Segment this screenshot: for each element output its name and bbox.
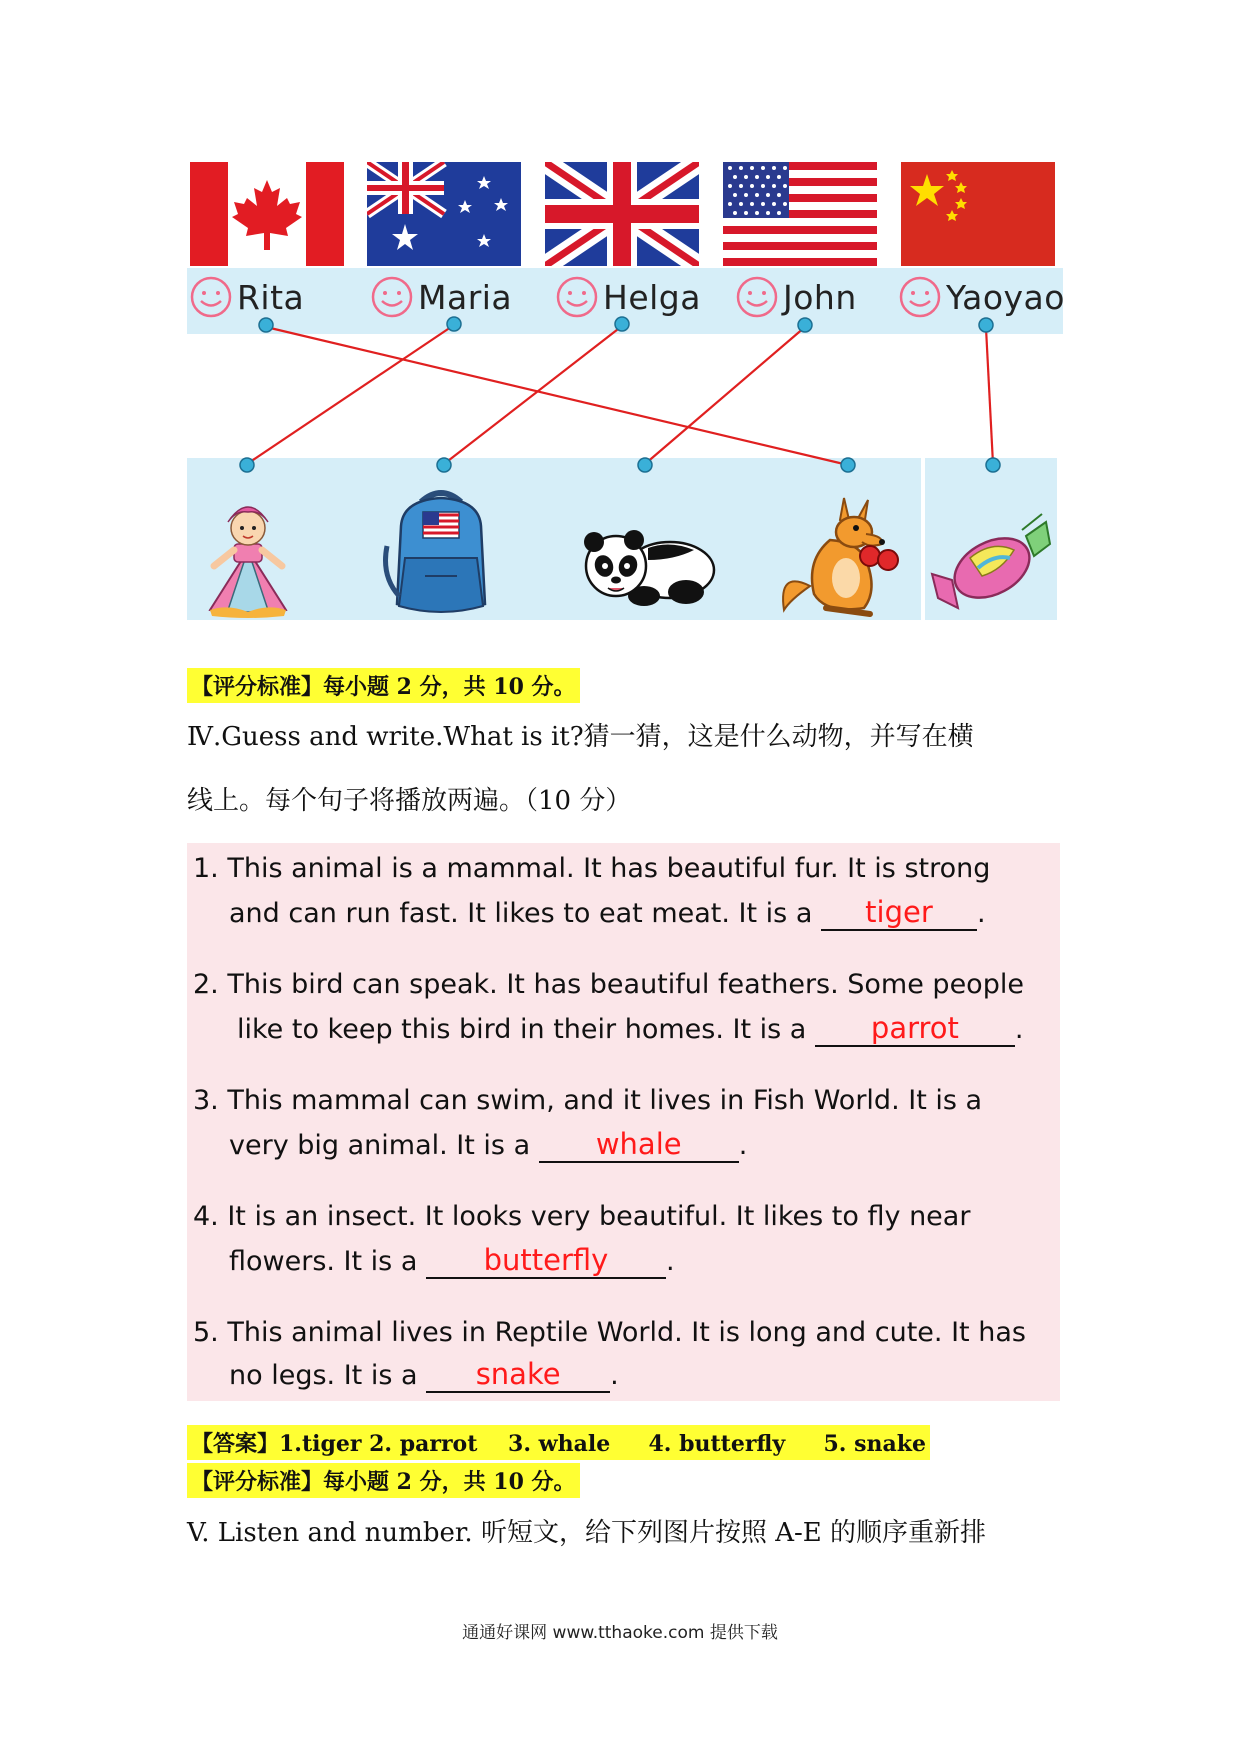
answer-blank[interactable]: tiger bbox=[821, 895, 977, 931]
question-2-line2 bbox=[237, 1011, 1024, 1047]
answer-blank[interactable]: snake bbox=[426, 1357, 610, 1393]
question-3-line2 bbox=[229, 1127, 747, 1163]
question-text: like to keep this bird in their homes. It is a bbox=[237, 1014, 807, 1045]
question-3-line1: 3. This mammal can swim, and it lives in Fish World. It is a bbox=[193, 1085, 983, 1116]
name-label: Maria bbox=[418, 277, 513, 317]
guess-and-write-box bbox=[187, 843, 1060, 1401]
name-tag-rita bbox=[189, 272, 304, 322]
sentence-end: . bbox=[738, 1130, 748, 1161]
backpack-picture bbox=[377, 486, 505, 618]
section-4-heading-line1: Ⅳ.Guess and write.What is it?猜一猜，这是什么动物，并写在横 bbox=[187, 722, 974, 752]
question-4-line2 bbox=[229, 1243, 675, 1279]
name-tag-john bbox=[735, 272, 857, 322]
answer-key: 【答案】1.tiger 2. parrot 3. whale 4. butterfly 5. snake bbox=[187, 1425, 930, 1460]
question-1-line2 bbox=[229, 895, 986, 931]
question-text: and can run fast. It likes to eat meat. It is a bbox=[229, 898, 813, 929]
sentence-end: . bbox=[1014, 1014, 1024, 1045]
usa-flag bbox=[723, 162, 877, 266]
name-label: Helga bbox=[603, 277, 701, 317]
name-label: Yaoyao bbox=[946, 277, 1065, 317]
footer-credit: 通通好课网 www.tthaoke.com 提供下载 bbox=[462, 1623, 778, 1643]
smiley-icon bbox=[370, 275, 414, 319]
china-flag bbox=[901, 162, 1055, 266]
section-5-heading: V. Listen and number. 听短文，给下列图片按照 A-E 的顺序重新排 bbox=[187, 1518, 987, 1548]
kangaroo-picture bbox=[770, 490, 910, 618]
doll-picture bbox=[188, 492, 308, 618]
question-text: very big animal. It is a bbox=[229, 1130, 531, 1161]
sentence-end: . bbox=[610, 1360, 619, 1391]
panda-picture bbox=[574, 520, 722, 612]
uk-flag bbox=[545, 162, 699, 266]
strip-divider bbox=[921, 458, 925, 620]
answer-blank[interactable]: parrot bbox=[815, 1011, 1015, 1047]
answer-blank[interactable]: whale bbox=[539, 1127, 739, 1163]
scoring-criteria: 【评分标准】每小题 2 分，共 10 分。 bbox=[187, 668, 580, 703]
question-1-line1: 1. This animal is a mammal. It has beautiful fur. It is strong bbox=[193, 853, 991, 884]
question-5-line1: 5. This animal lives in Reptile World. It is long and cute. It has bbox=[193, 1317, 1026, 1348]
question-text: flowers. It is a bbox=[229, 1246, 418, 1277]
question-text: no legs. It is a bbox=[229, 1360, 418, 1391]
name-tag-yaoyao bbox=[898, 272, 1065, 322]
smiley-icon bbox=[735, 275, 779, 319]
canada-flag bbox=[190, 162, 344, 266]
sentence-end: . bbox=[976, 898, 986, 929]
name-label: Rita bbox=[237, 277, 305, 317]
australia-flag bbox=[367, 162, 521, 266]
question-4-line1: 4. It is an insect. It looks very beautiful. It likes to fly near bbox=[193, 1201, 971, 1232]
name-label: John bbox=[783, 277, 857, 317]
smiley-icon bbox=[189, 275, 233, 319]
candy-picture bbox=[930, 510, 1054, 614]
name-tag-helga bbox=[555, 272, 701, 322]
answer-blank[interactable]: butterfly bbox=[426, 1243, 666, 1279]
scoring-criteria: 【评分标准】每小题 2 分，共 10 分。 bbox=[187, 1463, 580, 1498]
question-2-line1: 2. This bird can speak. It has beautiful feathers. Some people bbox=[193, 969, 1024, 1000]
smiley-icon bbox=[555, 275, 599, 319]
section-4-heading-line2: 线上。每个句子将播放两遍。（10 分） bbox=[187, 786, 632, 816]
question-5-line2 bbox=[229, 1357, 619, 1393]
name-tag-maria bbox=[370, 272, 512, 322]
sentence-end: . bbox=[665, 1246, 675, 1277]
matching-exercise bbox=[0, 0, 1240, 640]
smiley-icon bbox=[898, 275, 942, 319]
